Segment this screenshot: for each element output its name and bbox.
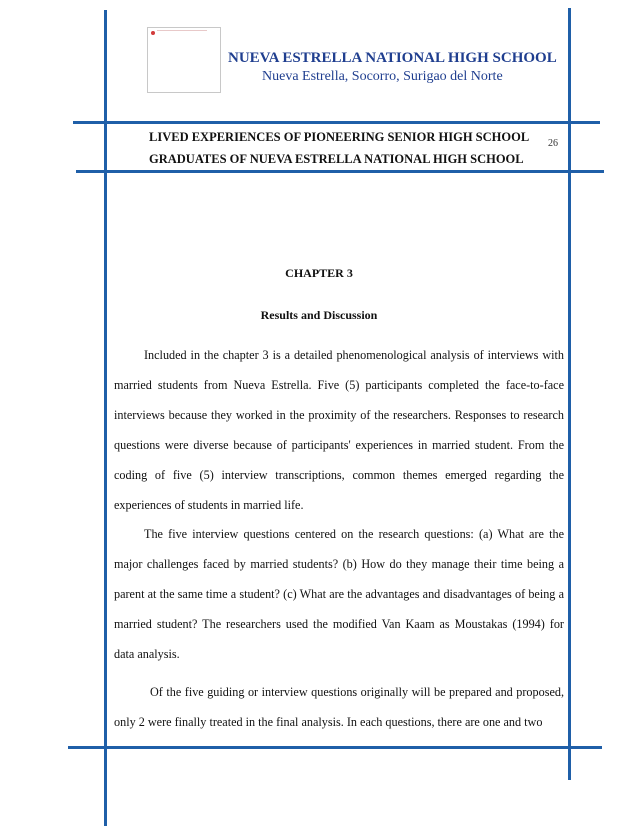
study-title-line1: LIVED EXPERIENCES OF PIONEERING SENIOR HIGH SCHOOL: [149, 130, 530, 144]
body-paragraph-3: Of the five guiding or interview questions originally will be prepared and proposed, only 2 were finally treated in the final analysis. In each questions, there are one and two: [114, 685, 564, 729]
left-border-line: [104, 10, 107, 826]
page-number: 26: [548, 138, 558, 149]
broken-image-icon: [151, 31, 155, 35]
school-logo: [147, 27, 221, 93]
logo-caption-line: [157, 30, 207, 34]
chapter-subheading: Results and Discussion: [260, 308, 378, 322]
footer-line: [68, 746, 602, 749]
study-title-line2: GRADUATES OF NUEVA ESTRELLA NATIONAL HIGH SCHOOL: [149, 152, 524, 166]
body-paragraph-1: Included in the chapter 3 is a detailed phenomenological analysis of interviews with married students from Nueva Estrella. Five (5) participants completed the face-to-face interviews because they worked in the proximity of the researchers. Responses to research questions were diverse because of participants' experiences in married student. From the coding of five (5) interview transcriptions, common themes emerged regarding the experiences of students in married life.: [114, 348, 564, 512]
school-address: Nueva Estrella, Socorro, Surigao del Norte: [262, 69, 503, 84]
header-bottom-line: [76, 170, 604, 173]
body-paragraph-2: The five interview questions centered on the research questions: (a) What are the major challenges faced by married students? (b) How do they manage their time being a parent at the same time a student? (c) What are the advantages and disadvantages of being a married student? The researchers used the modified Van Kaam as Moustakas (1994) for data analysis.: [114, 527, 564, 661]
school-name: NUEVA ESTRELLA NATIONAL HIGH SCHOOL: [228, 50, 557, 66]
chapter-heading: CHAPTER 3: [285, 266, 353, 280]
header-top-line: [73, 121, 600, 124]
